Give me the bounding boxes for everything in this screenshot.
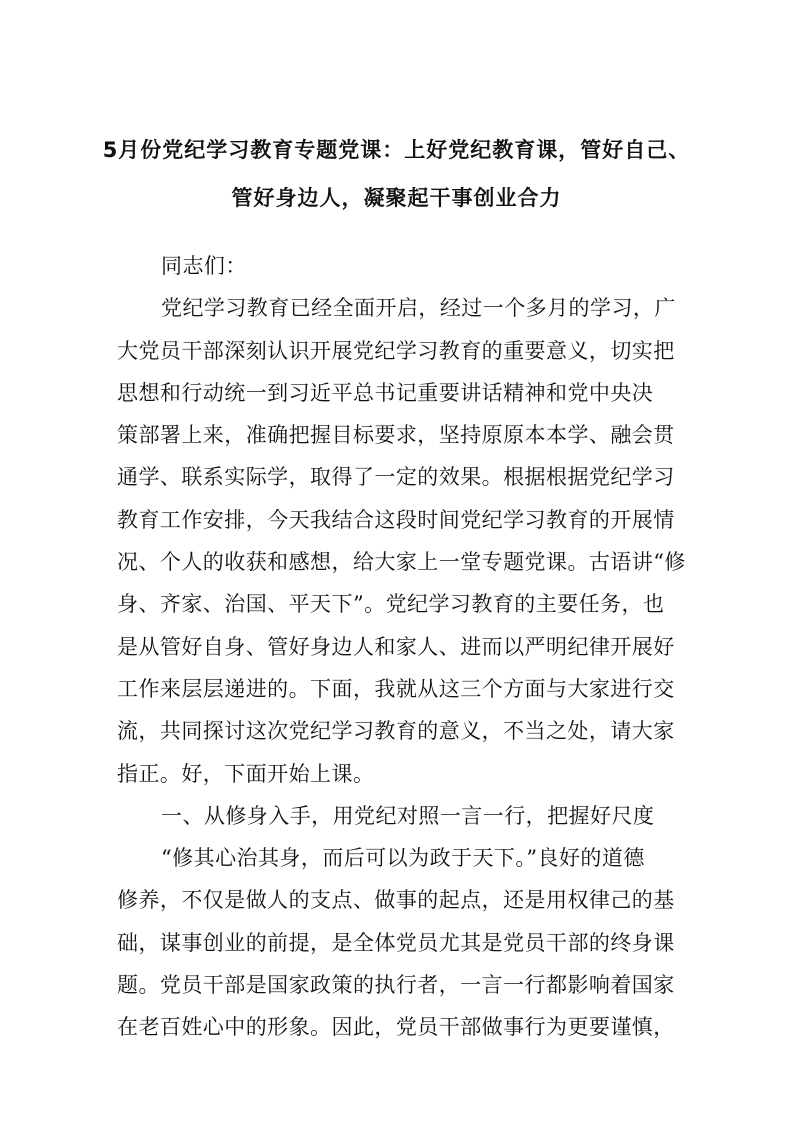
- body-line: 思想和行动统一到习近平总书记重要讲话精神和党中央决: [117, 380, 654, 405]
- body-line: 党纪学习教育已经全面开启，经过一个多月的学习，广: [161, 296, 676, 321]
- body-line: 身、齐家、治国、平天下”。党纪学习教育的主要任务，也: [117, 592, 665, 617]
- body-line: 修养，不仅是做人的支点、做事的起点，还是用权律己的基: [117, 888, 675, 913]
- document-body: [117, 245, 686, 1049]
- body-line: 指正。好，下面开始上课。: [117, 761, 375, 786]
- title-line-1: 5月份党纪学习教育专题党课：上好党纪教育课，管好自己、: [102, 138, 691, 162]
- body-line: 况、个人的收获和感想，给大家上一堂专题党课。古语讲“修: [117, 550, 686, 575]
- salutation: 同志们：: [161, 254, 247, 278]
- body-line: 教育工作安排，今天我结合这段时间党纪学习教育的开展情: [117, 507, 675, 532]
- section-heading: 一、从修身入手，用党纪对照一言一行，把握好尺度: [161, 803, 655, 828]
- title-line-2: 管好身边人，凝聚起干事创业合力: [231, 186, 562, 210]
- body-line: 在老百姓心中的形象。因此，党员干部做事行为更要谨慎，: [117, 1015, 675, 1040]
- body-line: 流，共同探讨这次党纪学习教育的意义，不当之处，请大家: [117, 719, 675, 744]
- body-line: 是从管好自身、管好身边人和家人、进而以严明纪律开展好: [117, 634, 675, 659]
- body-line: 大党员干部深刻认识开展党纪学习教育的重要意义，切实把: [117, 338, 675, 363]
- body-line: 工作来层层递进的。下面，我就从这三个方面与大家进行交: [117, 676, 675, 701]
- body-line: 题。党员干部是国家政策的执行者，一言一行都影响着国家: [117, 973, 675, 998]
- document-title: [60, 126, 733, 222]
- body-line: “修其心治其身，而后可以为政于天下。”良好的道德: [161, 846, 645, 871]
- body-line: 通学、联系实际学，取得了一定的效果。根据根据党纪学习: [117, 465, 675, 490]
- body-line: 策部署上来，准确把握目标要求，坚持原原本本学、融会贯: [117, 423, 675, 448]
- body-line: 础，谋事创业的前提，是全体党员尤其是党员干部的终身课: [117, 930, 675, 955]
